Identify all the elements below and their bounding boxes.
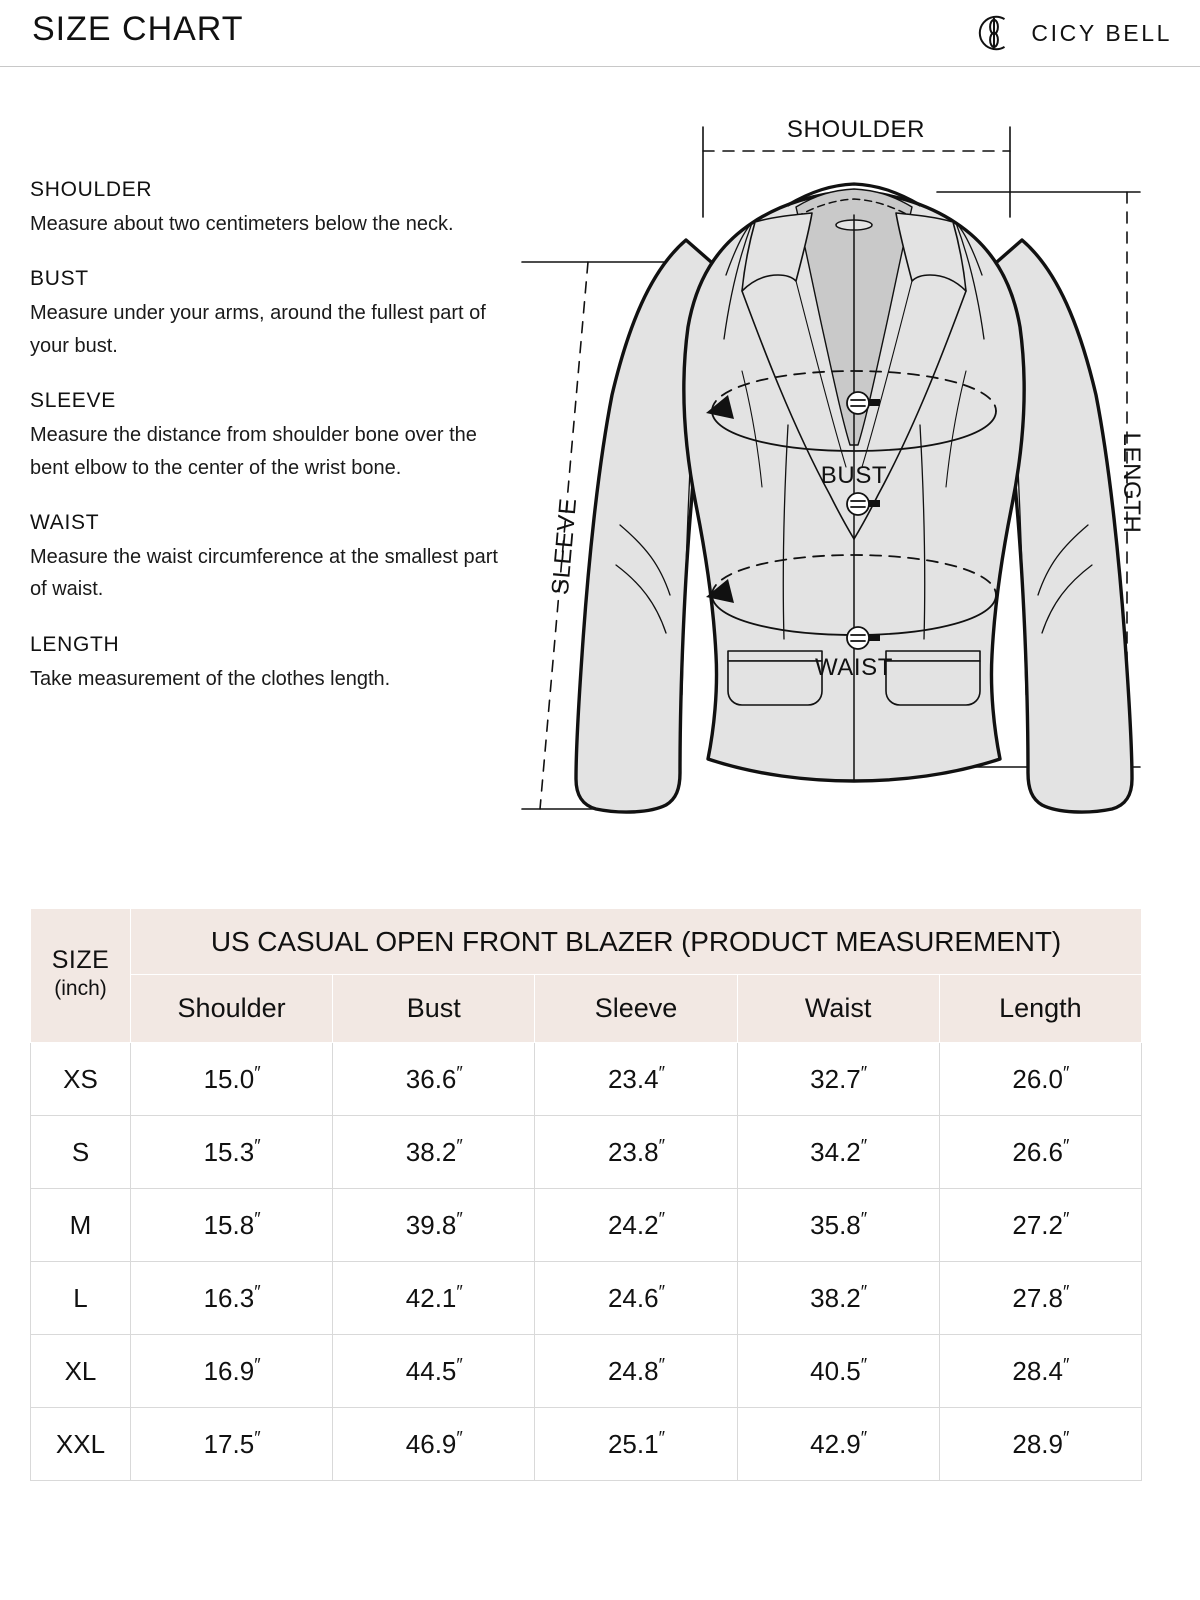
- cell-waist: 38.2″: [737, 1262, 939, 1335]
- instruction-term: BUST: [30, 267, 89, 291]
- table-row: [31, 1189, 1142, 1262]
- length-dimension-label: LENGTH: [1118, 432, 1145, 534]
- table-header-row-title: [31, 909, 1142, 975]
- cell-shoulder: 15.3″: [131, 1116, 333, 1189]
- table-row: [31, 1408, 1142, 1481]
- cell-length: 26.0″: [939, 1043, 1141, 1116]
- table-row: [31, 1262, 1142, 1335]
- cell-waist: 35.8″: [737, 1189, 939, 1262]
- instruction-term: LENGTH: [30, 632, 120, 656]
- column-header-shoulder: Shoulder: [131, 975, 333, 1043]
- page-title: SIZE CHART: [32, 10, 244, 48]
- cell-size: L: [31, 1262, 131, 1335]
- table-body: [31, 1043, 1142, 1481]
- cell-size: XS: [31, 1043, 131, 1116]
- table-header-row-columns: [31, 975, 1142, 1043]
- table-header: [31, 909, 1142, 1043]
- instruction-text: Take measurement of the clothes length.: [30, 667, 391, 690]
- cell-sleeve: 24.6″: [535, 1262, 737, 1335]
- cell-shoulder: 16.3″: [131, 1262, 333, 1335]
- cell-length: 28.4″: [939, 1335, 1141, 1408]
- cell-length: 27.8″: [939, 1262, 1141, 1335]
- cell-waist: 42.9″: [737, 1408, 939, 1481]
- instruction-sleeve: [30, 389, 500, 484]
- cell-length: 27.2″: [939, 1189, 1141, 1262]
- cell-shoulder: 15.8″: [131, 1189, 333, 1262]
- instruction-bust: [30, 267, 500, 362]
- cell-sleeve: 24.8″: [535, 1335, 737, 1408]
- cell-bust: 44.5″: [333, 1335, 535, 1408]
- cell-bust: 46.9″: [333, 1408, 535, 1481]
- column-header-length: Length: [939, 975, 1141, 1043]
- shoulder-dimension-label: SHOULDER: [786, 116, 926, 143]
- column-header-bust: Bust: [333, 975, 535, 1043]
- cell-bust: 42.1″: [333, 1262, 535, 1335]
- instruction-length: [30, 633, 500, 695]
- column-header-sleeve: Sleeve: [535, 975, 737, 1043]
- sleeve-dimension-label: SLEEVE: [546, 496, 583, 596]
- column-header-waist: Waist: [737, 975, 939, 1043]
- instruction-term: WAIST: [30, 510, 100, 534]
- brand-name: CICY BELL: [1031, 19, 1172, 46]
- table-row: [31, 1116, 1142, 1189]
- cell-size: XL: [31, 1335, 131, 1408]
- measurement-instructions: [30, 178, 500, 722]
- blazer-measurement-diagram: [500, 95, 1180, 835]
- size-unit-label: (inch): [54, 977, 107, 1000]
- size-unit-header: [31, 909, 131, 1043]
- cell-sleeve: 24.2″: [535, 1189, 737, 1262]
- cell-sleeve: 25.1″: [535, 1408, 737, 1481]
- instruction-text: Measure the distance from shoulder bone over the bent elbow to the center of the wrist bone.: [30, 424, 477, 479]
- cell-size: M: [31, 1189, 131, 1262]
- size-label: SIZE: [51, 946, 110, 974]
- cell-waist: 34.2″: [737, 1116, 939, 1189]
- cell-bust: 38.2″: [333, 1116, 535, 1189]
- cell-bust: 36.6″: [333, 1043, 535, 1116]
- instruction-text: Measure under your arms, around the fullest part of your bust.: [30, 302, 486, 357]
- instruction-shoulder: [30, 178, 500, 240]
- cell-bust: 39.8″: [333, 1189, 535, 1262]
- instruction-text: Measure the waist circumference at the smallest part of waist.: [30, 545, 498, 601]
- cell-waist: 32.7″: [737, 1043, 939, 1116]
- product-measurement-title: US CASUAL OPEN FRONT BLAZER (PRODUCT MEASUREMENT): [131, 909, 1142, 975]
- table-row: [31, 1043, 1142, 1116]
- table-row: [31, 1335, 1142, 1408]
- cell-shoulder: 16.9″: [131, 1335, 333, 1408]
- cell-waist: 40.5″: [737, 1335, 939, 1408]
- page-header: [0, 0, 1200, 67]
- instruction-text: Measure about two centimeters below the neck.: [30, 213, 454, 235]
- instruction-term: SHOULDER: [30, 178, 153, 201]
- waist-dimension-label: WAIST: [814, 654, 894, 681]
- cicy-bell-circle-logo-icon: [973, 12, 1015, 54]
- bust-dimension-label: BUST: [820, 462, 888, 489]
- cell-size: S: [31, 1116, 131, 1189]
- cell-length: 28.9″: [939, 1408, 1141, 1481]
- cell-shoulder: 17.5″: [131, 1408, 333, 1481]
- instruction-waist: [30, 511, 500, 606]
- instruction-term: SLEEVE: [30, 389, 116, 413]
- cell-size: XXL: [31, 1408, 131, 1481]
- size-chart-table: [30, 908, 1142, 1481]
- cell-shoulder: 15.0″: [131, 1043, 333, 1116]
- cell-sleeve: 23.8″: [535, 1116, 737, 1189]
- cell-length: 26.6″: [939, 1116, 1141, 1189]
- cell-sleeve: 23.4″: [535, 1043, 737, 1116]
- brand-logo: [973, 12, 1172, 54]
